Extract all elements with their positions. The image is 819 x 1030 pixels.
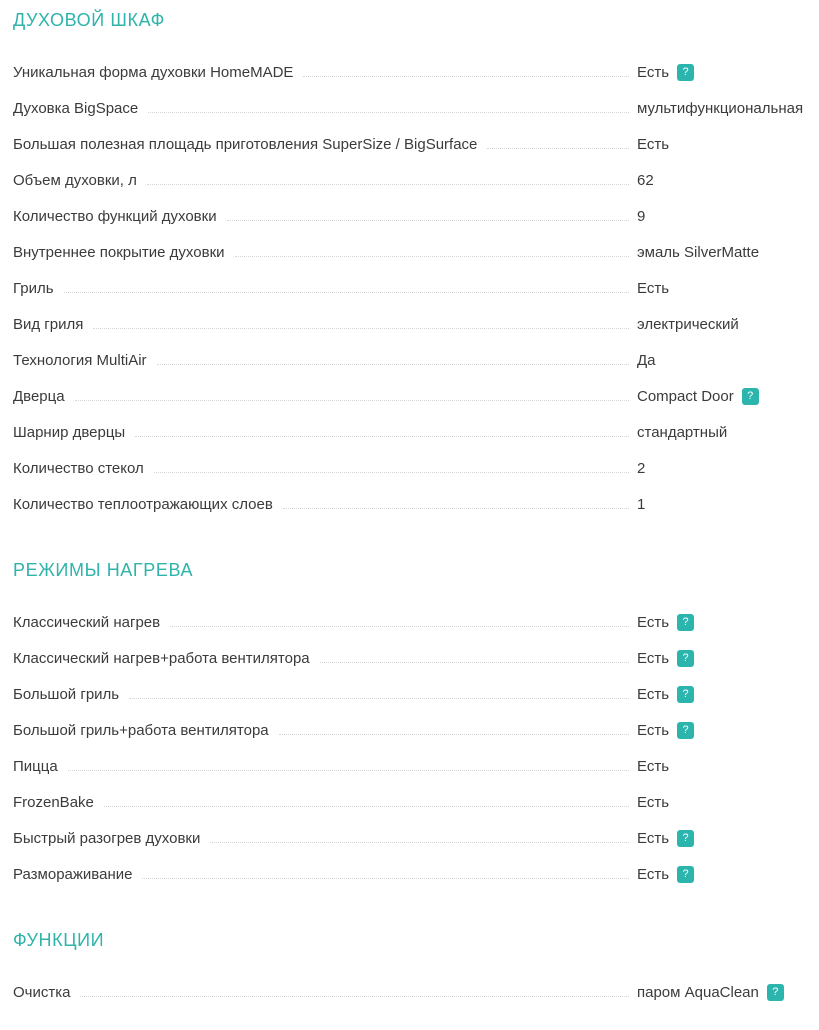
- spec-value: [637, 793, 819, 812]
- dotted-leader: [104, 806, 629, 807]
- spec-value: [637, 135, 819, 154]
- section-title: ДУХОВОЙ ШКАФ: [13, 10, 165, 30]
- spec-value-text: Есть: [637, 64, 670, 81]
- help-icon[interactable]: ?: [767, 984, 784, 1001]
- spec-value: [637, 63, 819, 82]
- dotted-leader: [227, 220, 629, 221]
- spec-value-text: Есть: [637, 614, 670, 631]
- spec-value: [637, 829, 819, 848]
- section-title: ФУНКЦИИ: [13, 930, 105, 950]
- spec-value: [637, 613, 819, 632]
- spec-value-text: Есть: [637, 830, 670, 847]
- dotted-leader: [142, 878, 629, 879]
- dotted-leader: [80, 996, 629, 997]
- dotted-leader: [147, 184, 629, 185]
- spec-label: Духовка BigSpace: [13, 100, 139, 117]
- dotted-leader: [68, 770, 629, 771]
- dotted-leader: [157, 364, 629, 365]
- spec-section: [13, 10, 819, 514]
- help-icon[interactable]: ?: [677, 614, 694, 631]
- spec-row: [13, 685, 819, 704]
- spec-value: [637, 757, 819, 776]
- spec-row: [13, 171, 819, 190]
- spec-label: Классический нагрев+работа вентилятора: [13, 650, 310, 667]
- spec-row: [13, 423, 819, 442]
- help-icon[interactable]: ?: [677, 650, 694, 667]
- dotted-leader: [64, 292, 629, 293]
- spec-value: [637, 983, 819, 1002]
- spec-section: [13, 560, 819, 884]
- spec-label: Большая полезная площадь приготовления SuperSize / BigSurface: [13, 136, 478, 153]
- dotted-leader: [93, 328, 629, 329]
- spec-value: [637, 243, 819, 262]
- spec-value-text: стандартный: [637, 424, 728, 441]
- spec-row: [13, 135, 819, 154]
- spec-row: [13, 387, 819, 406]
- spec-value: [637, 207, 819, 226]
- dotted-leader: [303, 76, 629, 77]
- spec-value-text: Есть: [637, 722, 670, 739]
- spec-value-text: Есть: [637, 650, 670, 667]
- spec-row: [13, 279, 819, 298]
- spec-label: Количество стекол: [13, 460, 144, 477]
- dotted-leader: [75, 400, 629, 401]
- section-rows: [13, 613, 819, 884]
- spec-label: Количество теплоотражающих слоев: [13, 496, 273, 513]
- dotted-leader: [148, 112, 629, 113]
- spec-row: [13, 459, 819, 478]
- section-title: РЕЖИМЫ НАГРЕВА: [13, 560, 194, 580]
- spec-value-text: электрический: [637, 316, 739, 333]
- dotted-leader: [210, 842, 629, 843]
- dotted-leader: [154, 472, 629, 473]
- section-rows: [13, 983, 819, 1002]
- spec-value: [637, 423, 819, 442]
- spec-value-text: Есть: [637, 866, 670, 883]
- dotted-leader: [170, 626, 629, 627]
- spec-row: [13, 613, 819, 632]
- spec-row: [13, 793, 819, 812]
- spec-label: Внутреннее покрытие духовки: [13, 244, 225, 261]
- spec-row: [13, 721, 819, 740]
- spec-value: [637, 865, 819, 884]
- spec-value: [637, 387, 819, 406]
- dotted-leader: [320, 662, 629, 663]
- spec-row: [13, 243, 819, 262]
- help-icon[interactable]: ?: [677, 722, 694, 739]
- spec-label: Дверца: [13, 388, 65, 405]
- spec-label: Гриль: [13, 280, 54, 297]
- spec-label: Количество функций духовки: [13, 208, 217, 225]
- spec-value: [637, 99, 819, 118]
- spec-row: [13, 757, 819, 776]
- spec-value-text: Есть: [637, 280, 670, 297]
- spec-row: [13, 315, 819, 334]
- spec-value: [637, 279, 819, 298]
- section-rows: [13, 63, 819, 514]
- spec-label: Очистка: [13, 984, 71, 1001]
- dotted-leader: [283, 508, 629, 509]
- spec-value: [637, 171, 819, 190]
- spec-label: Классический нагрев: [13, 614, 161, 631]
- spec-label: Уникальная форма духовки HomeMADE: [13, 64, 294, 81]
- help-icon[interactable]: ?: [677, 686, 694, 703]
- help-icon[interactable]: ?: [742, 388, 759, 405]
- spec-value-text: Есть: [637, 136, 670, 153]
- spec-value: [637, 649, 819, 668]
- spec-value: [637, 315, 819, 334]
- spec-value: [637, 459, 819, 478]
- spec-label: Большой гриль: [13, 686, 120, 703]
- spec-row: [13, 495, 819, 514]
- dotted-leader: [279, 734, 629, 735]
- spec-label: Большой гриль+работа вентилятора: [13, 722, 269, 739]
- spec-row: [13, 983, 819, 1002]
- spec-value-text: эмаль SilverMatte: [637, 244, 760, 261]
- spec-label: FrozenBake: [13, 794, 94, 811]
- spec-section: [13, 930, 819, 1002]
- spec-label: Шарнир дверцы: [13, 424, 126, 441]
- help-icon[interactable]: ?: [677, 64, 694, 81]
- spec-value-text: 1: [637, 496, 646, 513]
- spec-label: Технология MultiAir: [13, 352, 147, 369]
- dotted-leader: [235, 256, 629, 257]
- spec-value-text: 9: [637, 208, 646, 225]
- spec-value-text: Есть: [637, 794, 670, 811]
- spec-value-text: 2: [637, 460, 646, 477]
- spec-label: Размораживание: [13, 866, 133, 883]
- spec-value-text: 62: [637, 172, 654, 189]
- spec-row: [13, 351, 819, 370]
- spec-row: [13, 99, 819, 118]
- spec-label: Вид гриля: [13, 316, 84, 333]
- spec-value-text: Compact Door: [637, 388, 734, 405]
- spec-row: [13, 649, 819, 668]
- spec-sections: [13, 10, 819, 1002]
- spec-label: Пицца: [13, 758, 58, 775]
- help-icon[interactable]: ?: [677, 866, 694, 883]
- spec-value: [637, 721, 819, 740]
- dotted-leader: [129, 698, 629, 699]
- spec-value-text: Есть: [637, 758, 670, 775]
- spec-row: [13, 865, 819, 884]
- spec-row: [13, 829, 819, 848]
- spec-value: [637, 495, 819, 514]
- spec-value-text: Есть: [637, 686, 670, 703]
- dotted-leader: [135, 436, 629, 437]
- spec-label: Быстрый разогрев духовки: [13, 830, 201, 847]
- spec-row: [13, 63, 819, 82]
- spec-row: [13, 207, 819, 226]
- spec-value: [637, 685, 819, 704]
- spec-value-text: паром AquaClean: [637, 984, 759, 1001]
- spec-value: [637, 351, 819, 370]
- dotted-leader: [487, 148, 629, 149]
- spec-value-text: мультифункциональная: [637, 100, 804, 117]
- spec-value-text: Да: [637, 352, 656, 369]
- spec-label: Объем духовки, л: [13, 172, 137, 189]
- help-icon[interactable]: ?: [677, 830, 694, 847]
